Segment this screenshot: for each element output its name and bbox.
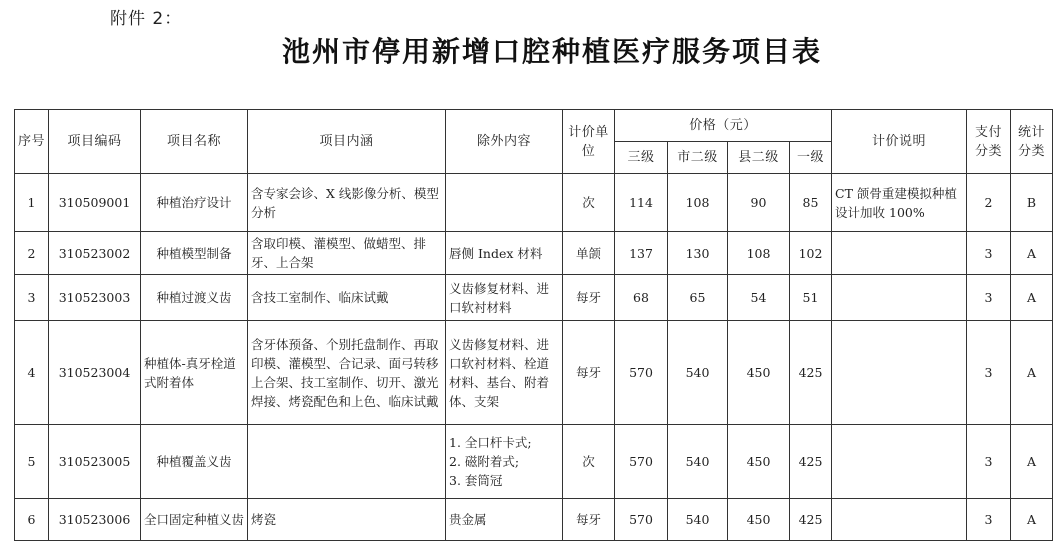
cell-payment-category: 2	[967, 174, 1011, 232]
cell-payment-category: 3	[967, 232, 1011, 275]
cell-payment-category: 3	[967, 275, 1011, 321]
cell-seq: 3	[15, 275, 49, 321]
cell-price-level3: 68	[615, 275, 668, 321]
cell-payment-category: 3	[967, 425, 1011, 499]
cell-price-city2: 65	[668, 275, 728, 321]
cell-name: 种植治疗设计	[141, 174, 248, 232]
cell-price-county2: 450	[728, 425, 790, 499]
cell-price-level3: 114	[615, 174, 668, 232]
attachment-label: 附件 2：	[110, 9, 183, 29]
cell-unit: 每牙	[563, 499, 615, 541]
cell-stat-category: A	[1011, 275, 1053, 321]
cell-pricing-note	[832, 321, 967, 425]
cell-code: 310523006	[49, 499, 141, 541]
cell-price-level1: 425	[790, 321, 832, 425]
cell-price-level3: 570	[615, 321, 668, 425]
header-stat-category: 统计分类	[1011, 110, 1053, 174]
cell-name: 种植过渡义齿	[141, 275, 248, 321]
cell-unit: 每牙	[563, 321, 615, 425]
cell-pricing-note	[832, 425, 967, 499]
header-payment-category: 支付分类	[967, 110, 1011, 174]
cell-price-city2: 540	[668, 425, 728, 499]
cell-stat-category: A	[1011, 232, 1053, 275]
cell-exclusions: 唇侧 Index 材料	[446, 232, 563, 275]
cell-code: 310509001	[49, 174, 141, 232]
cell-content	[248, 425, 446, 499]
cell-price-county2: 54	[728, 275, 790, 321]
cell-price-level3: 137	[615, 232, 668, 275]
table-row	[15, 499, 1053, 541]
cell-code: 310523004	[49, 321, 141, 425]
cell-exclusions: 义齿修复材料、进口软衬材料、栓道材料、基台、附着体、支架	[446, 321, 563, 425]
cell-pricing-note: CT 颌骨重建模拟种植设计加收 100%	[832, 174, 967, 232]
cell-price-level1: 102	[790, 232, 832, 275]
cell-payment-category: 3	[967, 499, 1011, 541]
cell-code: 310523005	[49, 425, 141, 499]
cell-seq: 5	[15, 425, 49, 499]
table-row	[15, 174, 1053, 232]
cell-content: 含专家会诊、X 线影像分析、模型分析	[248, 174, 446, 232]
cell-name: 全口固定种植义齿	[141, 499, 248, 541]
cell-price-county2: 108	[728, 232, 790, 275]
header-price-level: 三级	[615, 142, 668, 174]
cell-pricing-note	[832, 275, 967, 321]
cell-unit: 每牙	[563, 275, 615, 321]
header-exclusions: 除外内容	[446, 110, 563, 174]
cell-price-city2: 130	[668, 232, 728, 275]
cell-name: 种植模型制备	[141, 232, 248, 275]
cell-price-county2: 90	[728, 174, 790, 232]
cell-exclusions	[446, 174, 563, 232]
table-row	[15, 425, 1053, 499]
cell-price-county2: 450	[728, 499, 790, 541]
cell-price-level1: 425	[790, 499, 832, 541]
cell-exclusions: 1. 全口杆卡式; 2. 磁附着式; 3. 套筒冠	[446, 425, 563, 499]
cell-exclusions: 义齿修复材料、进口软衬材料	[446, 275, 563, 321]
cell-content: 含取印模、灌模型、做蜡型、排牙、上合架	[248, 232, 446, 275]
cell-price-level3: 570	[615, 425, 668, 499]
header-content: 项目内涵	[248, 110, 446, 174]
header-price-level: 一级	[790, 142, 832, 174]
cell-price-city2: 540	[668, 499, 728, 541]
page-title: 池州市停用新增口腔种植医疗服务项目表	[281, 35, 822, 68]
cell-content: 烤瓷	[248, 499, 446, 541]
cell-price-level1: 85	[790, 174, 832, 232]
cell-price-level3: 570	[615, 499, 668, 541]
cell-code: 310523003	[49, 275, 141, 321]
cell-payment-category: 3	[967, 321, 1011, 425]
cell-name: 种植体-真牙栓道式附着体	[141, 321, 248, 425]
cell-price-level1: 51	[790, 275, 832, 321]
cell-stat-category: B	[1011, 174, 1053, 232]
service-item-table	[14, 109, 1053, 541]
header-name: 项目名称	[141, 110, 248, 174]
cell-seq: 4	[15, 321, 49, 425]
header-seq: 序号	[15, 110, 49, 174]
cell-unit: 次	[563, 425, 615, 499]
cell-price-level1: 425	[790, 425, 832, 499]
cell-pricing-note	[832, 232, 967, 275]
header-pricing-note: 计价说明	[832, 110, 967, 174]
cell-price-city2: 108	[668, 174, 728, 232]
cell-price-county2: 450	[728, 321, 790, 425]
header-price-group: 价格（元）	[615, 110, 832, 142]
cell-pricing-note	[832, 499, 967, 541]
cell-stat-category: A	[1011, 321, 1053, 425]
cell-content: 含牙体预备、个别托盘制作、再取印模、灌模型、合记录、面弓转移上合架、技工室制作、切开、激光焊接、烤瓷配色和上色、临床试戴	[248, 321, 446, 425]
table-row	[15, 275, 1053, 321]
cell-price-city2: 540	[668, 321, 728, 425]
cell-seq: 1	[15, 174, 49, 232]
cell-stat-category: A	[1011, 425, 1053, 499]
cell-stat-category: A	[1011, 499, 1053, 541]
cell-name: 种植覆盖义齿	[141, 425, 248, 499]
table-row	[15, 232, 1053, 275]
cell-exclusions: 贵金属	[446, 499, 563, 541]
cell-unit: 单颌	[563, 232, 615, 275]
cell-seq: 6	[15, 499, 49, 541]
header-unit: 计价单位	[563, 110, 615, 174]
header-price-level: 市二级	[668, 142, 728, 174]
cell-code: 310523002	[49, 232, 141, 275]
cell-content: 含技工室制作、临床试戴	[248, 275, 446, 321]
cell-seq: 2	[15, 232, 49, 275]
table-row	[15, 321, 1053, 425]
header-price-level: 县二级	[728, 142, 790, 174]
cell-unit: 次	[563, 174, 615, 232]
header-code: 项目编码	[49, 110, 141, 174]
